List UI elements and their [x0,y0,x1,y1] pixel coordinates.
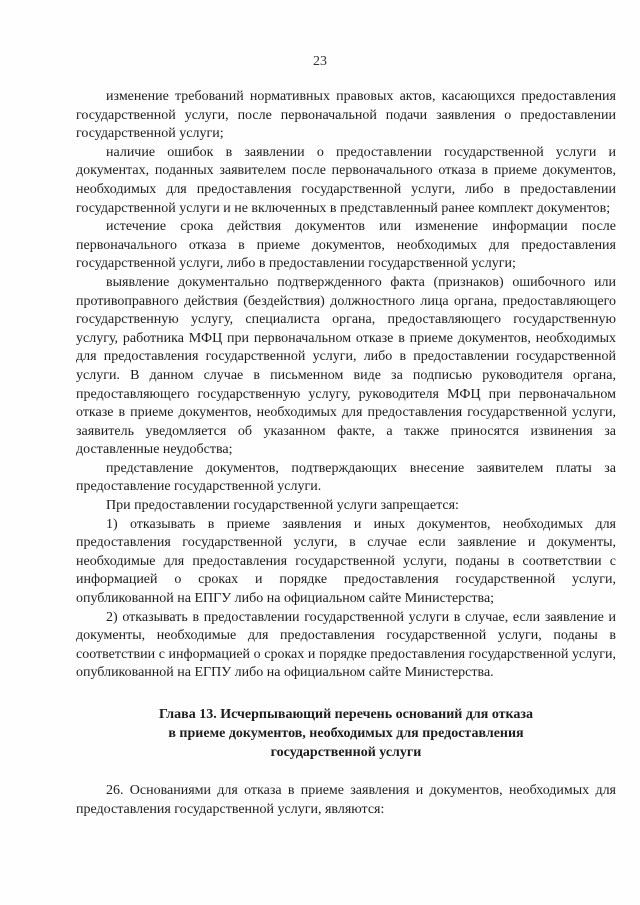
paragraph-prohibition-2: 2) отказывать в предоставлении государственной услуги в случае, если заявление и документы, необходимые для предоставления государственной услуги, поданы в соответствии с информацией о сроках и порядке предоставления государственной услуги, опубликованной на ЕГПУ либо на официальном сайте Министерства. [76,609,616,681]
paragraph-requirements-change: изменение требований нормативных правовых актов, касающихся предоставления государственной услуги, после первоначальной подачи заявления о предоставлении государственной услуги; [76,89,616,142]
page-number: 23 [313,54,327,69]
paragraph-payment-documents: представление документов, подтверждающих внесение заявителем платы за предоставление государственной услуги. [76,460,616,495]
chapter-heading [96,705,596,762]
chapter-heading-line-1: Глава 13. Исчерпывающий перечень оснований для отказа [158,707,534,722]
document-body [76,88,616,819]
paragraph-errors-in-application: наличие ошибок в заявлении о предоставлении государственной услуги и документах, поданных заявителем после первоначального отказа в приеме документов, необходимых для предоставления государственной услуги, либо в предоставлении государственной услуги и не включенных в представленный ранее комплект документов; [76,144,616,216]
paragraph-prohibition-1: 1) отказывать в приеме заявления и иных документов, необходимых для предоставления государственной услуги, в случае если заявление и документы, необходимые для предоставления государственной услуги, поданы в соответствии с информацией о сроках и порядке предоставления государственной услуги, опубликованной на ЕПГУ либо на официальном сайте Министерства; [76,516,616,607]
paragraph-prohibited-intro: При предоставлении государственной услуги запрещается: [106,498,459,514]
chapter-heading-line-3: государственной услуги [270,745,422,760]
paragraph-document-expiry: истечение срока действия документов или изменение информации после первоначального отказа в приеме документов, необходимых для предоставления государственной услуги, либо в предоставлении государственной услуги; [76,219,616,272]
paragraph-erroneous-action: выявление документально подтвержденного факта (признаков) ошибочного или противоправного действия (бездействия) должностного лица органа, предоставляющего государственную услугу, специалиста органа, предоставляющего государственную услугу, работника МФЦ при первоначальном отказе в приеме документов, необходимых для предоставления государственной услуги, либо в предоставлении государственной услуги. В данном случае в письменном виде за подписью руководителя органа, предоставляющего государственную услугу, руководителя МФЦ при первоначальном отказе в приеме документов, необходимых для предоставления государственной услуги, заявитель уведомляется об указанном факте, а также приносятся извинения за доставленные неудобства; [76,274,616,458]
paragraph-26-grounds: 26. Основаниями для отказа в приеме заявления и документов, необходимых для предоставления государственной услуги, являются: [76,783,616,817]
chapter-heading-line-2: в приеме документов, необходимых для предоставления [168,726,524,741]
